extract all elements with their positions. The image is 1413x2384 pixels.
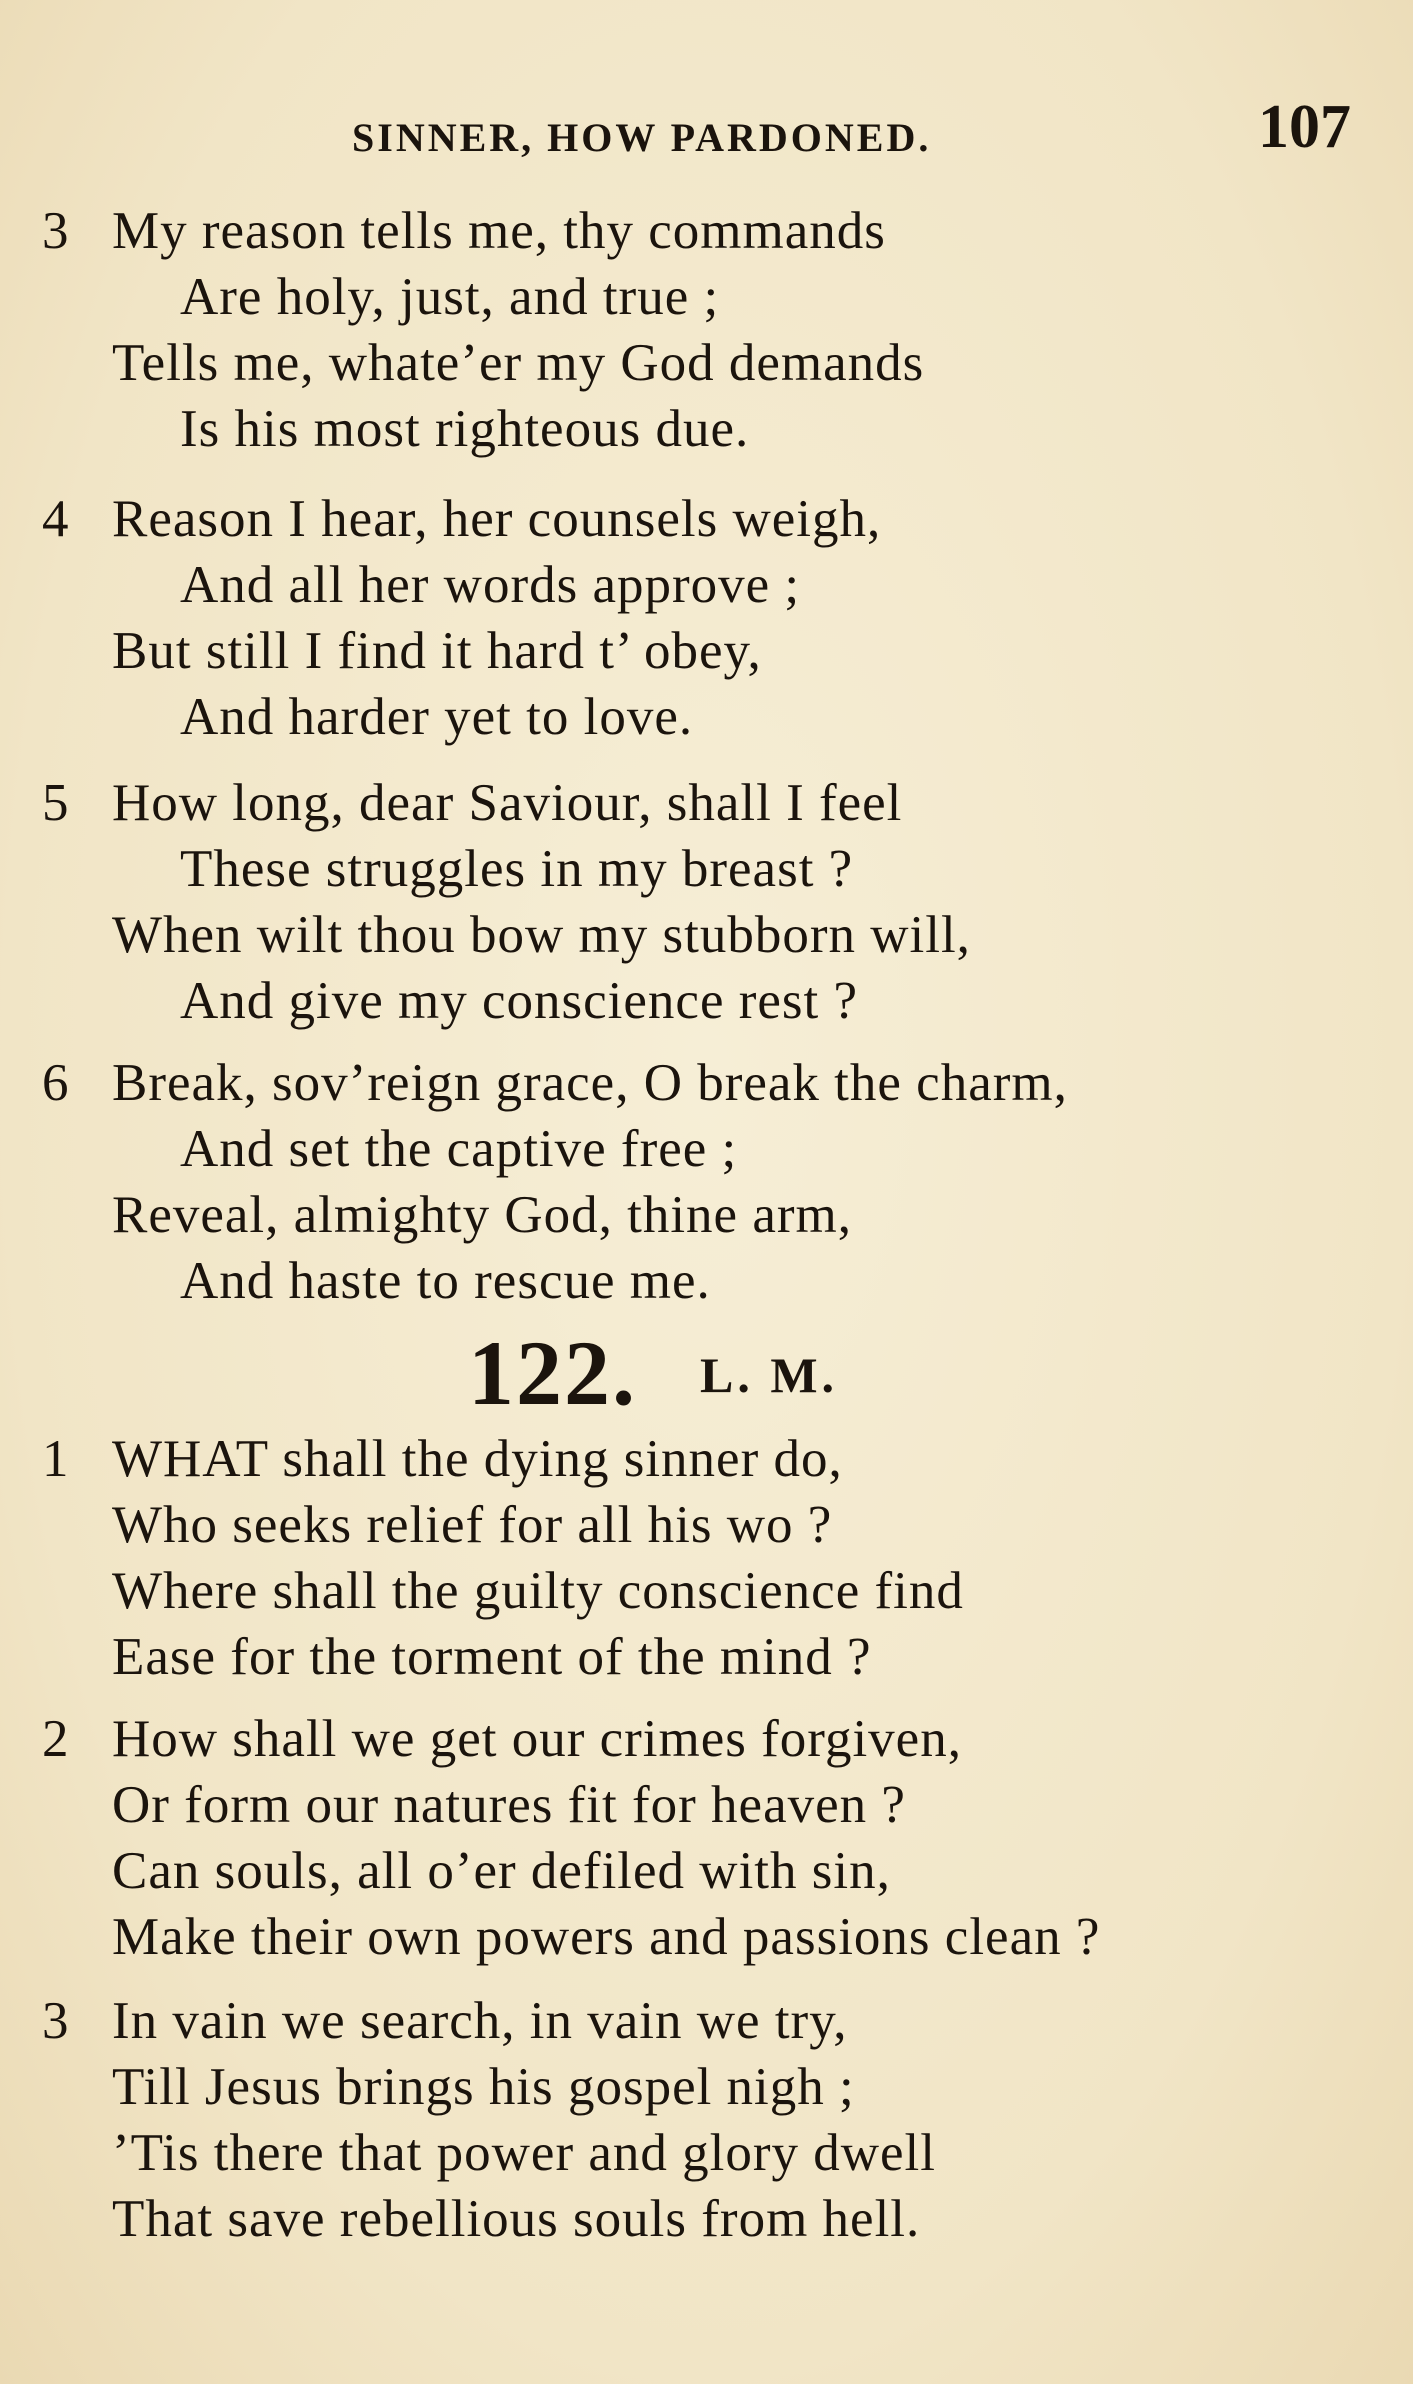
verse-line: Are holy, just, and true ; — [180, 268, 720, 326]
verse-line: Reason I hear, her counsels weigh, — [112, 490, 882, 548]
verse-line: But still I find it hard t’ obey, — [112, 622, 762, 680]
verse-line: And set the captive free ; — [180, 1120, 738, 1178]
hymn-meter: L. M. — [700, 1347, 839, 1403]
verse-line: My reason tells me, thy commands — [112, 202, 886, 260]
verse-line: When wilt thou bow my stubborn will, — [112, 906, 971, 964]
verse-line: And all her words approve ; — [180, 556, 801, 614]
verse-line: Break, sov’reign grace, O break the charm, — [112, 1054, 1068, 1112]
verse-line: These struggles in my breast ? — [180, 840, 854, 898]
verse-line: Can souls, all o’er defiled with sin, — [112, 1842, 891, 1900]
verse-number: 6 — [42, 1054, 69, 1112]
verse-line: Ease for the torment of the mind ? — [112, 1628, 872, 1686]
verse-number: 1 — [42, 1430, 69, 1488]
verse-line: ’Tis there that power and glory dwell — [112, 2124, 937, 2182]
verse-line: Tells me, whate’er my God demands — [112, 334, 925, 392]
verse-line: And give my conscience rest ? — [180, 972, 859, 1030]
verse-line: That save rebellious souls from hell. — [112, 2190, 921, 2248]
page-header — [0, 92, 1413, 162]
running-head: SINNER, HOW PARDONED. — [352, 115, 932, 160]
verse-number: 3 — [42, 1992, 69, 2050]
verse-line: Where shall the guilty conscience find — [112, 1562, 964, 1620]
verse-line: And harder yet to love. — [180, 688, 694, 746]
verse-line: In vain we search, in vain we try, — [112, 1992, 848, 2050]
page-number: 107 — [1258, 93, 1351, 161]
verse-line: Who seeks relief for all his wo ? — [112, 1496, 833, 1554]
verse-number: 3 — [42, 202, 69, 260]
verse-line: Till Jesus brings his gospel nigh ; — [112, 2058, 855, 2116]
hymn-number: 122. — [468, 1322, 637, 1424]
verse-line: Is his most righteous due. — [180, 400, 750, 458]
verse-line: Or form our natures fit for heaven ? — [112, 1776, 906, 1834]
verse-line: How long, dear Saviour, shall I feel — [112, 774, 903, 832]
verse-number: 2 — [42, 1710, 69, 1768]
verse-line: And haste to rescue me. — [180, 1252, 711, 1310]
verse-line: Make their own powers and passions clean ? — [112, 1908, 1101, 1966]
verse-line: Reveal, almighty God, thine arm, — [112, 1186, 852, 1244]
verse-number: 5 — [42, 774, 69, 832]
verse-line: How shall we get our crimes forgiven, — [112, 1710, 962, 1768]
hymn-heading — [0, 1320, 1413, 1424]
verse-line: WHAT shall the dying sinner do, — [112, 1430, 843, 1488]
verse-number: 4 — [42, 490, 69, 548]
